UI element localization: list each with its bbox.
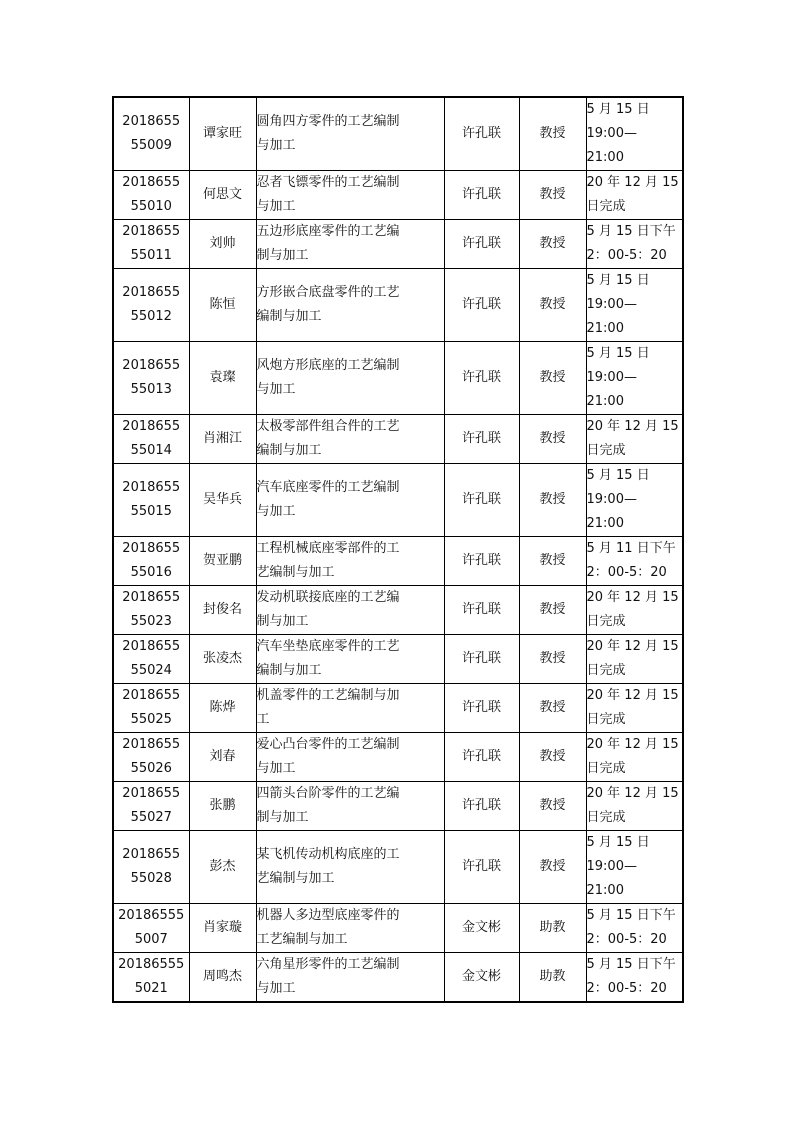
defense-time-cell <box>586 537 683 586</box>
defense-time-cell-line: 5 月 15 日下午 <box>586 908 676 923</box>
table-row <box>113 537 683 586</box>
topic-cell-line: 与加工 <box>256 981 296 996</box>
advisor-title-cell: 教授 <box>519 782 586 831</box>
defense-time-cell-line: 20 年 12 月 15 <box>586 590 679 605</box>
topic-cell <box>256 220 444 269</box>
defense-time-cell <box>586 171 683 220</box>
defense-time-cell-line: 2：00-5：20 <box>586 981 667 996</box>
table-row <box>113 97 683 171</box>
topic-cell-line: 与加工 <box>256 382 296 397</box>
student-name-cell: 谭家旺 <box>189 97 256 171</box>
student-name-cell: 肖湘江 <box>189 415 256 464</box>
student-id-cell-line: 2018655 <box>122 480 181 495</box>
student-id-cell-line: 55015 <box>130 504 172 519</box>
defense-time-cell-line: 2：00-5：20 <box>586 565 667 580</box>
advisor-cell: 许孔联 <box>444 586 519 635</box>
advisor-title-cell: 教授 <box>519 220 586 269</box>
student-id-cell-line: 20186555 <box>118 957 185 972</box>
student-id-cell <box>113 684 189 733</box>
table-row <box>113 831 683 904</box>
defense-time-cell <box>586 782 683 831</box>
topic-cell-line: 工程机械底座零部件的工 <box>256 541 400 556</box>
student-id-cell-line: 55013 <box>130 382 172 397</box>
defense-time-cell-line: 21:00 <box>586 394 624 409</box>
student-id-cell <box>113 269 189 342</box>
advisor-cell: 许孔联 <box>444 171 519 220</box>
topic-cell-line: 爱心凸台零件的工艺编制 <box>256 737 400 752</box>
defense-time-cell <box>586 831 683 904</box>
student-name-cell: 贺亚鹏 <box>189 537 256 586</box>
topic-cell <box>256 782 444 831</box>
student-name-cell: 周鸣杰 <box>189 953 256 1003</box>
topic-cell-line: 工艺编制与加工 <box>256 932 348 947</box>
student-id-cell-line: 2018655 <box>122 688 181 703</box>
defense-time-cell-line: 20 年 12 月 15 <box>586 786 679 801</box>
defense-time-cell-line: 日完成 <box>586 199 626 214</box>
defense-time-cell <box>586 464 683 537</box>
defense-time-cell-line: 19:00— <box>586 126 637 141</box>
advisor-title-cell: 助教 <box>519 904 586 953</box>
topic-cell-line: 编制与加工 <box>256 663 322 678</box>
advisor-title-cell: 教授 <box>519 733 586 782</box>
defense-time-cell-line: 20 年 12 月 15 <box>586 639 679 654</box>
defense-time-cell-line: 5 月 15 日下午 <box>586 957 676 972</box>
advisor-cell: 许孔联 <box>444 782 519 831</box>
topic-cell-line: 六角星形零件的工艺编制 <box>256 957 400 972</box>
topic-cell <box>256 635 444 684</box>
topic-cell-line: 制与加工 <box>256 810 309 825</box>
table-row <box>113 269 683 342</box>
defense-time-cell-line: 21:00 <box>586 150 624 165</box>
topic-cell-line: 太极零部件组合件的工艺 <box>256 419 400 434</box>
topic-cell-line: 工 <box>256 712 270 727</box>
advisor-cell: 许孔联 <box>444 220 519 269</box>
defense-time-cell <box>586 342 683 415</box>
table-body <box>113 97 683 1002</box>
defense-time-cell-line: 21:00 <box>586 516 624 531</box>
student-id-cell <box>113 831 189 904</box>
topic-cell-line: 发动机联接底座的工艺编 <box>256 590 400 605</box>
defense-time-cell-line: 20 年 12 月 15 <box>586 419 679 434</box>
student-id-cell-line: 55010 <box>130 199 172 214</box>
student-id-cell-line: 55016 <box>130 565 172 580</box>
defense-time-cell-line: 日完成 <box>586 663 626 678</box>
student-id-cell-line: 55024 <box>130 663 172 678</box>
student-id-cell-line: 2018655 <box>122 786 181 801</box>
student-id-cell-line: 2018655 <box>122 590 181 605</box>
topic-cell <box>256 415 444 464</box>
topic-cell-line: 某飞机传动机构底座的工 <box>256 847 400 862</box>
topic-cell-line: 制与加工 <box>256 248 309 263</box>
student-id-cell <box>113 782 189 831</box>
defense-time-cell-line: 2：00-5：20 <box>586 932 667 947</box>
defense-time-cell <box>586 684 683 733</box>
topic-cell-line: 汽车底座零件的工艺编制 <box>256 480 400 495</box>
student-id-cell-line: 2018655 <box>122 639 181 654</box>
student-id-cell <box>113 97 189 171</box>
defense-time-cell-line: 5 月 15 日下午 <box>586 224 676 239</box>
topic-cell <box>256 831 444 904</box>
student-id-cell-line: 55028 <box>130 871 172 886</box>
advisor-cell: 许孔联 <box>444 269 519 342</box>
student-name-cell: 张鹏 <box>189 782 256 831</box>
student-id-cell <box>113 342 189 415</box>
table-row <box>113 782 683 831</box>
student-name-cell: 陈恒 <box>189 269 256 342</box>
topic-cell-line: 忍者飞镖零件的工艺编制 <box>256 175 400 190</box>
advisor-title-cell: 教授 <box>519 831 586 904</box>
table-row <box>113 904 683 953</box>
defense-time-cell <box>586 269 683 342</box>
table-row <box>113 733 683 782</box>
student-id-cell <box>113 953 189 1003</box>
table-row <box>113 171 683 220</box>
defense-time-cell <box>586 904 683 953</box>
student-id-cell <box>113 464 189 537</box>
student-id-cell <box>113 220 189 269</box>
student-id-cell-line: 20186555 <box>118 908 185 923</box>
defense-time-cell <box>586 586 683 635</box>
advisor-title-cell: 教授 <box>519 586 586 635</box>
advisor-title-cell: 教授 <box>519 684 586 733</box>
table-row <box>113 586 683 635</box>
defense-time-cell <box>586 953 683 1003</box>
topic-cell <box>256 269 444 342</box>
advisor-cell: 许孔联 <box>444 97 519 171</box>
topic-cell-line: 风炮方形底座的工艺编制 <box>256 358 400 373</box>
student-id-cell-line: 2018655 <box>122 541 181 556</box>
student-id-cell-line: 55011 <box>130 248 172 263</box>
topic-cell-line: 机盖零件的工艺编制与加 <box>256 688 400 703</box>
topic-cell <box>256 684 444 733</box>
defense-time-cell <box>586 733 683 782</box>
student-id-cell-line: 55009 <box>130 138 172 153</box>
defense-time-cell <box>586 415 683 464</box>
table-row <box>113 220 683 269</box>
student-id-cell <box>113 904 189 953</box>
student-id-cell-line: 55012 <box>130 309 172 324</box>
defense-time-cell-line: 20 年 12 月 15 <box>586 175 679 190</box>
student-id-cell-line: 55026 <box>130 761 172 776</box>
student-id-cell-line: 2018655 <box>122 358 181 373</box>
defense-time-cell-line: 日完成 <box>586 712 626 727</box>
defense-time-cell-line: 5 月 15 日 <box>586 468 650 483</box>
topic-cell <box>256 97 444 171</box>
defense-time-cell-line: 5 月 15 日 <box>586 346 650 361</box>
student-name-cell: 陈烨 <box>189 684 256 733</box>
advisor-title-cell: 教授 <box>519 415 586 464</box>
advisor-cell: 许孔联 <box>444 635 519 684</box>
table-row <box>113 635 683 684</box>
student-name-cell: 肖家璇 <box>189 904 256 953</box>
student-id-cell <box>113 635 189 684</box>
student-name-cell: 彭杰 <box>189 831 256 904</box>
student-id-cell-line: 2018655 <box>122 737 181 752</box>
student-name-cell: 吴华兵 <box>189 464 256 537</box>
advisor-cell: 金文彬 <box>444 953 519 1003</box>
student-id-cell <box>113 586 189 635</box>
student-id-cell <box>113 537 189 586</box>
topic-cell-line: 制与加工 <box>256 614 309 629</box>
defense-time-cell-line: 21:00 <box>586 321 624 336</box>
student-id-cell <box>113 415 189 464</box>
student-id-cell-line: 5007 <box>134 932 168 947</box>
advisor-cell: 许孔联 <box>444 342 519 415</box>
advisor-cell: 许孔联 <box>444 537 519 586</box>
advisor-cell: 许孔联 <box>444 684 519 733</box>
topic-cell-line: 五边形底座零件的工艺编 <box>256 224 400 239</box>
topic-cell-line: 与加工 <box>256 761 296 776</box>
advisor-cell: 许孔联 <box>444 464 519 537</box>
topic-cell-line: 艺编制与加工 <box>256 871 335 886</box>
topic-cell <box>256 904 444 953</box>
student-name-cell: 袁璨 <box>189 342 256 415</box>
advisor-title-cell: 教授 <box>519 537 586 586</box>
student-id-cell-line: 2018655 <box>122 419 181 434</box>
advisor-title-cell: 教授 <box>519 171 586 220</box>
student-id-cell-line: 55027 <box>130 810 172 825</box>
table-row <box>113 342 683 415</box>
advisor-cell: 许孔联 <box>444 415 519 464</box>
student-id-cell-line: 55014 <box>130 443 172 458</box>
defense-time-cell-line: 日完成 <box>586 810 626 825</box>
topic-cell <box>256 537 444 586</box>
topic-cell <box>256 586 444 635</box>
advisor-cell: 许孔联 <box>444 733 519 782</box>
topic-cell-line: 编制与加工 <box>256 309 322 324</box>
advisor-title-cell: 教授 <box>519 97 586 171</box>
student-id-cell-line: 2018655 <box>122 847 181 862</box>
topic-cell <box>256 464 444 537</box>
advisor-title-cell: 教授 <box>519 464 586 537</box>
defense-time-cell-line: 20 年 12 月 15 <box>586 737 679 752</box>
student-id-cell-line: 2018655 <box>122 175 181 190</box>
advisor-title-cell: 教授 <box>519 342 586 415</box>
advisor-cell: 许孔联 <box>444 831 519 904</box>
topic-cell-line: 圆角四方零件的工艺编制 <box>256 114 400 129</box>
student-id-cell <box>113 733 189 782</box>
topic-cell <box>256 733 444 782</box>
defense-time-cell <box>586 220 683 269</box>
student-name-cell: 张凌杰 <box>189 635 256 684</box>
student-id-cell-line: 55025 <box>130 712 172 727</box>
advisor-cell: 金文彬 <box>444 904 519 953</box>
defense-time-cell-line: 2：00-5：20 <box>586 248 667 263</box>
defense-time-cell-line: 19:00— <box>586 492 637 507</box>
table-row <box>113 464 683 537</box>
topic-cell-line: 汽车坐垫底座零件的工艺 <box>256 639 400 654</box>
defense-time-cell-line: 19:00— <box>586 297 637 312</box>
defense-time-cell-line: 日完成 <box>586 443 626 458</box>
topic-cell-line: 机器人多边型底座零件的 <box>256 908 400 923</box>
defense-time-cell-line: 20 年 12 月 15 <box>586 688 679 703</box>
defense-time-cell <box>586 97 683 171</box>
student-name-cell: 封俊名 <box>189 586 256 635</box>
student-id-cell-line: 55023 <box>130 614 172 629</box>
defense-time-cell-line: 5 月 11 日下午 <box>586 541 676 556</box>
table-row <box>113 684 683 733</box>
defense-time-cell-line: 5 月 15 日 <box>586 835 650 850</box>
defense-time-cell-line: 5 月 15 日 <box>586 273 650 288</box>
student-name-cell: 刘春 <box>189 733 256 782</box>
defense-time-cell-line: 5 月 15 日 <box>586 102 650 117</box>
student-id-cell-line: 5021 <box>134 981 168 996</box>
table-row <box>113 953 683 1003</box>
table-row <box>113 415 683 464</box>
topic-cell-line: 艺编制与加工 <box>256 565 335 580</box>
topic-cell-line: 四箭头台阶零件的工艺编 <box>256 786 400 801</box>
topic-cell-line: 与加工 <box>256 138 296 153</box>
defense-time-cell-line: 日完成 <box>586 761 626 776</box>
topic-cell <box>256 171 444 220</box>
student-id-cell-line: 2018655 <box>122 114 181 129</box>
student-name-cell: 何思文 <box>189 171 256 220</box>
topic-cell <box>256 953 444 1003</box>
defense-time-cell-line: 日完成 <box>586 614 626 629</box>
advisor-title-cell: 教授 <box>519 635 586 684</box>
student-id-cell <box>113 171 189 220</box>
advisor-title-cell: 助教 <box>519 953 586 1003</box>
topic-cell <box>256 342 444 415</box>
defense-time-cell-line: 21:00 <box>586 883 624 898</box>
topic-cell-line: 与加工 <box>256 504 296 519</box>
advisor-title-cell: 教授 <box>519 269 586 342</box>
thesis-schedule-table <box>112 96 684 1003</box>
defense-time-cell-line: 19:00— <box>586 370 637 385</box>
defense-time-cell <box>586 635 683 684</box>
topic-cell-line: 编制与加工 <box>256 443 322 458</box>
topic-cell-line: 方形嵌合底盘零件的工艺 <box>256 285 400 300</box>
student-id-cell-line: 2018655 <box>122 224 181 239</box>
topic-cell-line: 与加工 <box>256 199 296 214</box>
student-id-cell-line: 2018655 <box>122 285 181 300</box>
defense-time-cell-line: 19:00— <box>586 859 637 874</box>
student-name-cell: 刘帅 <box>189 220 256 269</box>
